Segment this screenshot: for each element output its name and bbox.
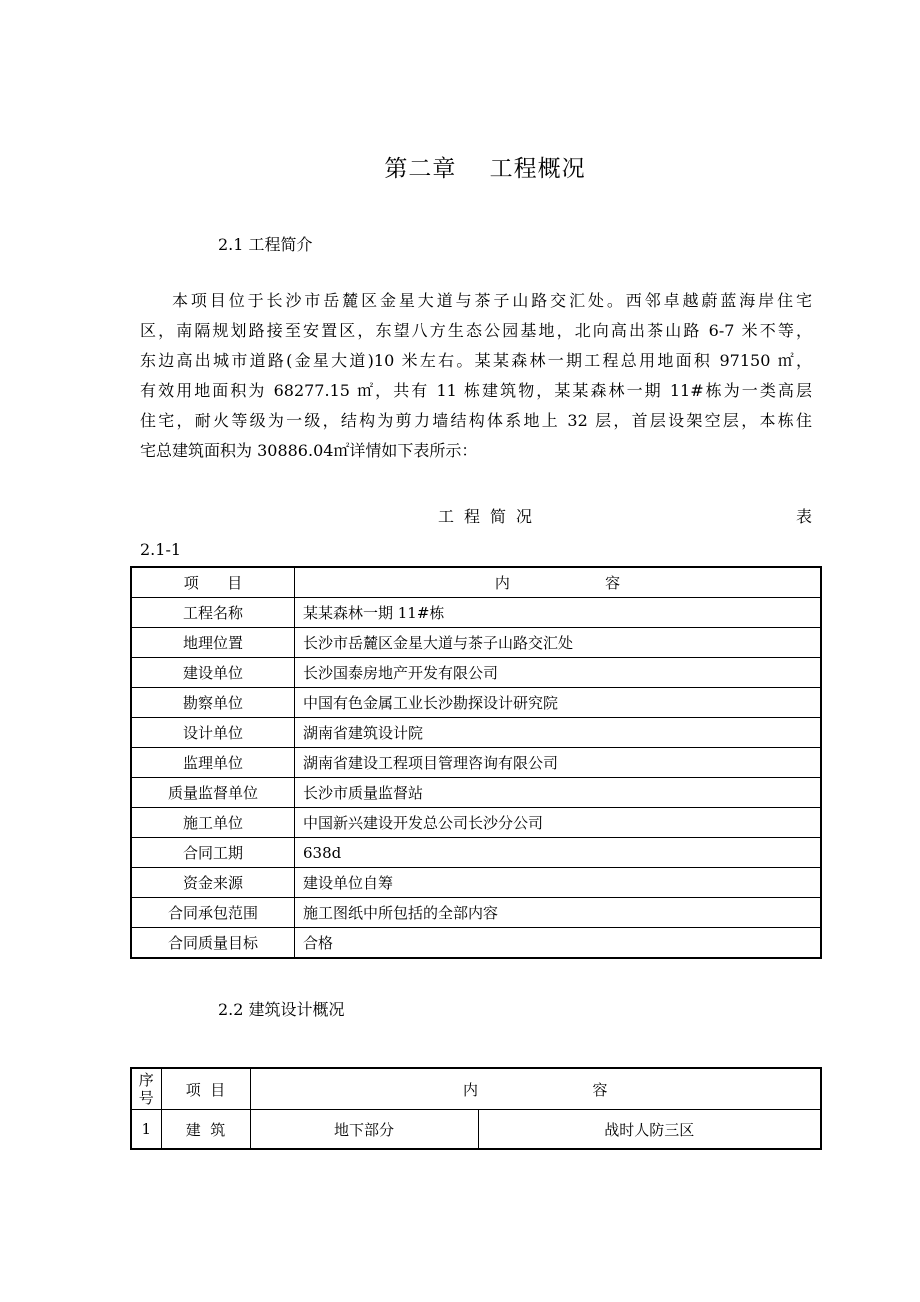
header-seq-line: 号 [138,1089,154,1107]
project-intro-paragraph [140,286,812,466]
seq-cell: 1 [131,1110,161,1150]
section-heading-2-1: 2.1 工程简介 [218,235,313,254]
content-cell: 合格 [295,928,822,959]
item-cell: 质量监督单位 [131,778,295,808]
item-cell: 监理单位 [131,748,295,778]
content-cell: 湖南省建筑设计院 [295,718,822,748]
table-row [131,778,821,808]
project-overview-table [130,566,822,959]
paragraph-line: 有效用地面积为 68277.15 ㎡，共有 11 栋建筑物，某某森林一期 11#栋为一类高层 [140,381,812,400]
header-item-label: 项 目 [183,574,243,592]
paragraph-line: 区，南隔规划路接至安置区，东望八方生态公园基地，北向高出茶山路 6-7 米不等， [140,321,812,340]
item-cell: 设计单位 [131,718,295,748]
header-content-cell [295,567,822,598]
table-row [131,748,821,778]
table-row [131,898,821,928]
table-1-caption-number: 2.1-1 [140,540,182,559]
architectural-design-table [130,1067,822,1150]
item-cell: 工程名称 [131,598,295,628]
header-content-label: 内 容 [463,1080,608,1099]
paragraph-line: 东边高出城市道路(金星大道)10 米左右。某某森林一期工程总用地面积 97150 ㎡， [140,351,812,370]
table-row [131,658,821,688]
item-cell: 施工单位 [131,808,295,838]
paragraph-line: 住宅，耐火等级为一级，结构为剪力墙结构体系地上 32 层，首层设架空层，本栋住 [140,411,812,430]
table-1-caption-title: 工程简况 [438,507,543,526]
table-row [131,1110,821,1150]
header-item-cell [161,1068,250,1110]
table-row [131,868,821,898]
content-cell: 某某森林一期 11#栋 [295,598,822,628]
item-cell: 资金来源 [131,868,295,898]
header-content-label: 内 容 [494,574,621,592]
item-cell: 地理位置 [131,628,295,658]
content-cell: 湖南省建设工程项目管理咨询有限公司 [295,748,822,778]
item-label: 建 筑 [185,1120,226,1139]
content-cell: 施工图纸中所包括的全部内容 [295,898,822,928]
content-cell: 建设单位自筹 [295,868,822,898]
header-item-cell [131,567,295,598]
table-row [131,718,821,748]
item-cell: 合同工期 [131,838,295,868]
item-cell [161,1110,250,1150]
table-1-caption-suffix: 表 [795,507,812,526]
chapter-title: 第二章 工程概况 [384,156,586,182]
sub-item-cell: 地下部分 [250,1110,478,1150]
table-row [131,838,821,868]
content-cell: 长沙市质量监督站 [295,778,822,808]
content-cell: 长沙市岳麓区金星大道与茶子山路交汇处 [295,628,822,658]
item-cell: 建设单位 [131,658,295,688]
paragraph-line: 宅总建筑面积为 30886.04㎡详情如下表所示： [140,441,478,460]
paragraph-line: 本项目位于长沙市岳麓区金星大道与茶子山路交汇处。西邻卓越蔚蓝海岸住宅 [172,291,812,310]
header-item-label: 项 目 [185,1080,226,1099]
value-cell: 战时人防三区 [478,1110,821,1150]
header-seq-line: 序 [138,1071,154,1089]
content-cell: 638d [295,838,822,868]
item-cell: 勘察单位 [131,688,295,718]
table-row [131,928,821,959]
content-cell: 中国新兴建设开发总公司长沙分公司 [295,808,822,838]
header-seq-cell [131,1068,161,1110]
item-cell: 合同承包范围 [131,898,295,928]
table-header-row [131,567,821,598]
table-header-row [131,1068,821,1110]
table-row [131,628,821,658]
table-row [131,808,821,838]
content-cell: 长沙国泰房地产开发有限公司 [295,658,822,688]
item-cell: 合同质量目标 [131,928,295,959]
section-heading-2-2: 2.2 建筑设计概况 [218,1000,345,1019]
table-row [131,688,821,718]
table-row [131,598,821,628]
content-cell: 中国有色金属工业长沙勘探设计研究院 [295,688,822,718]
header-content-cell [250,1068,821,1110]
